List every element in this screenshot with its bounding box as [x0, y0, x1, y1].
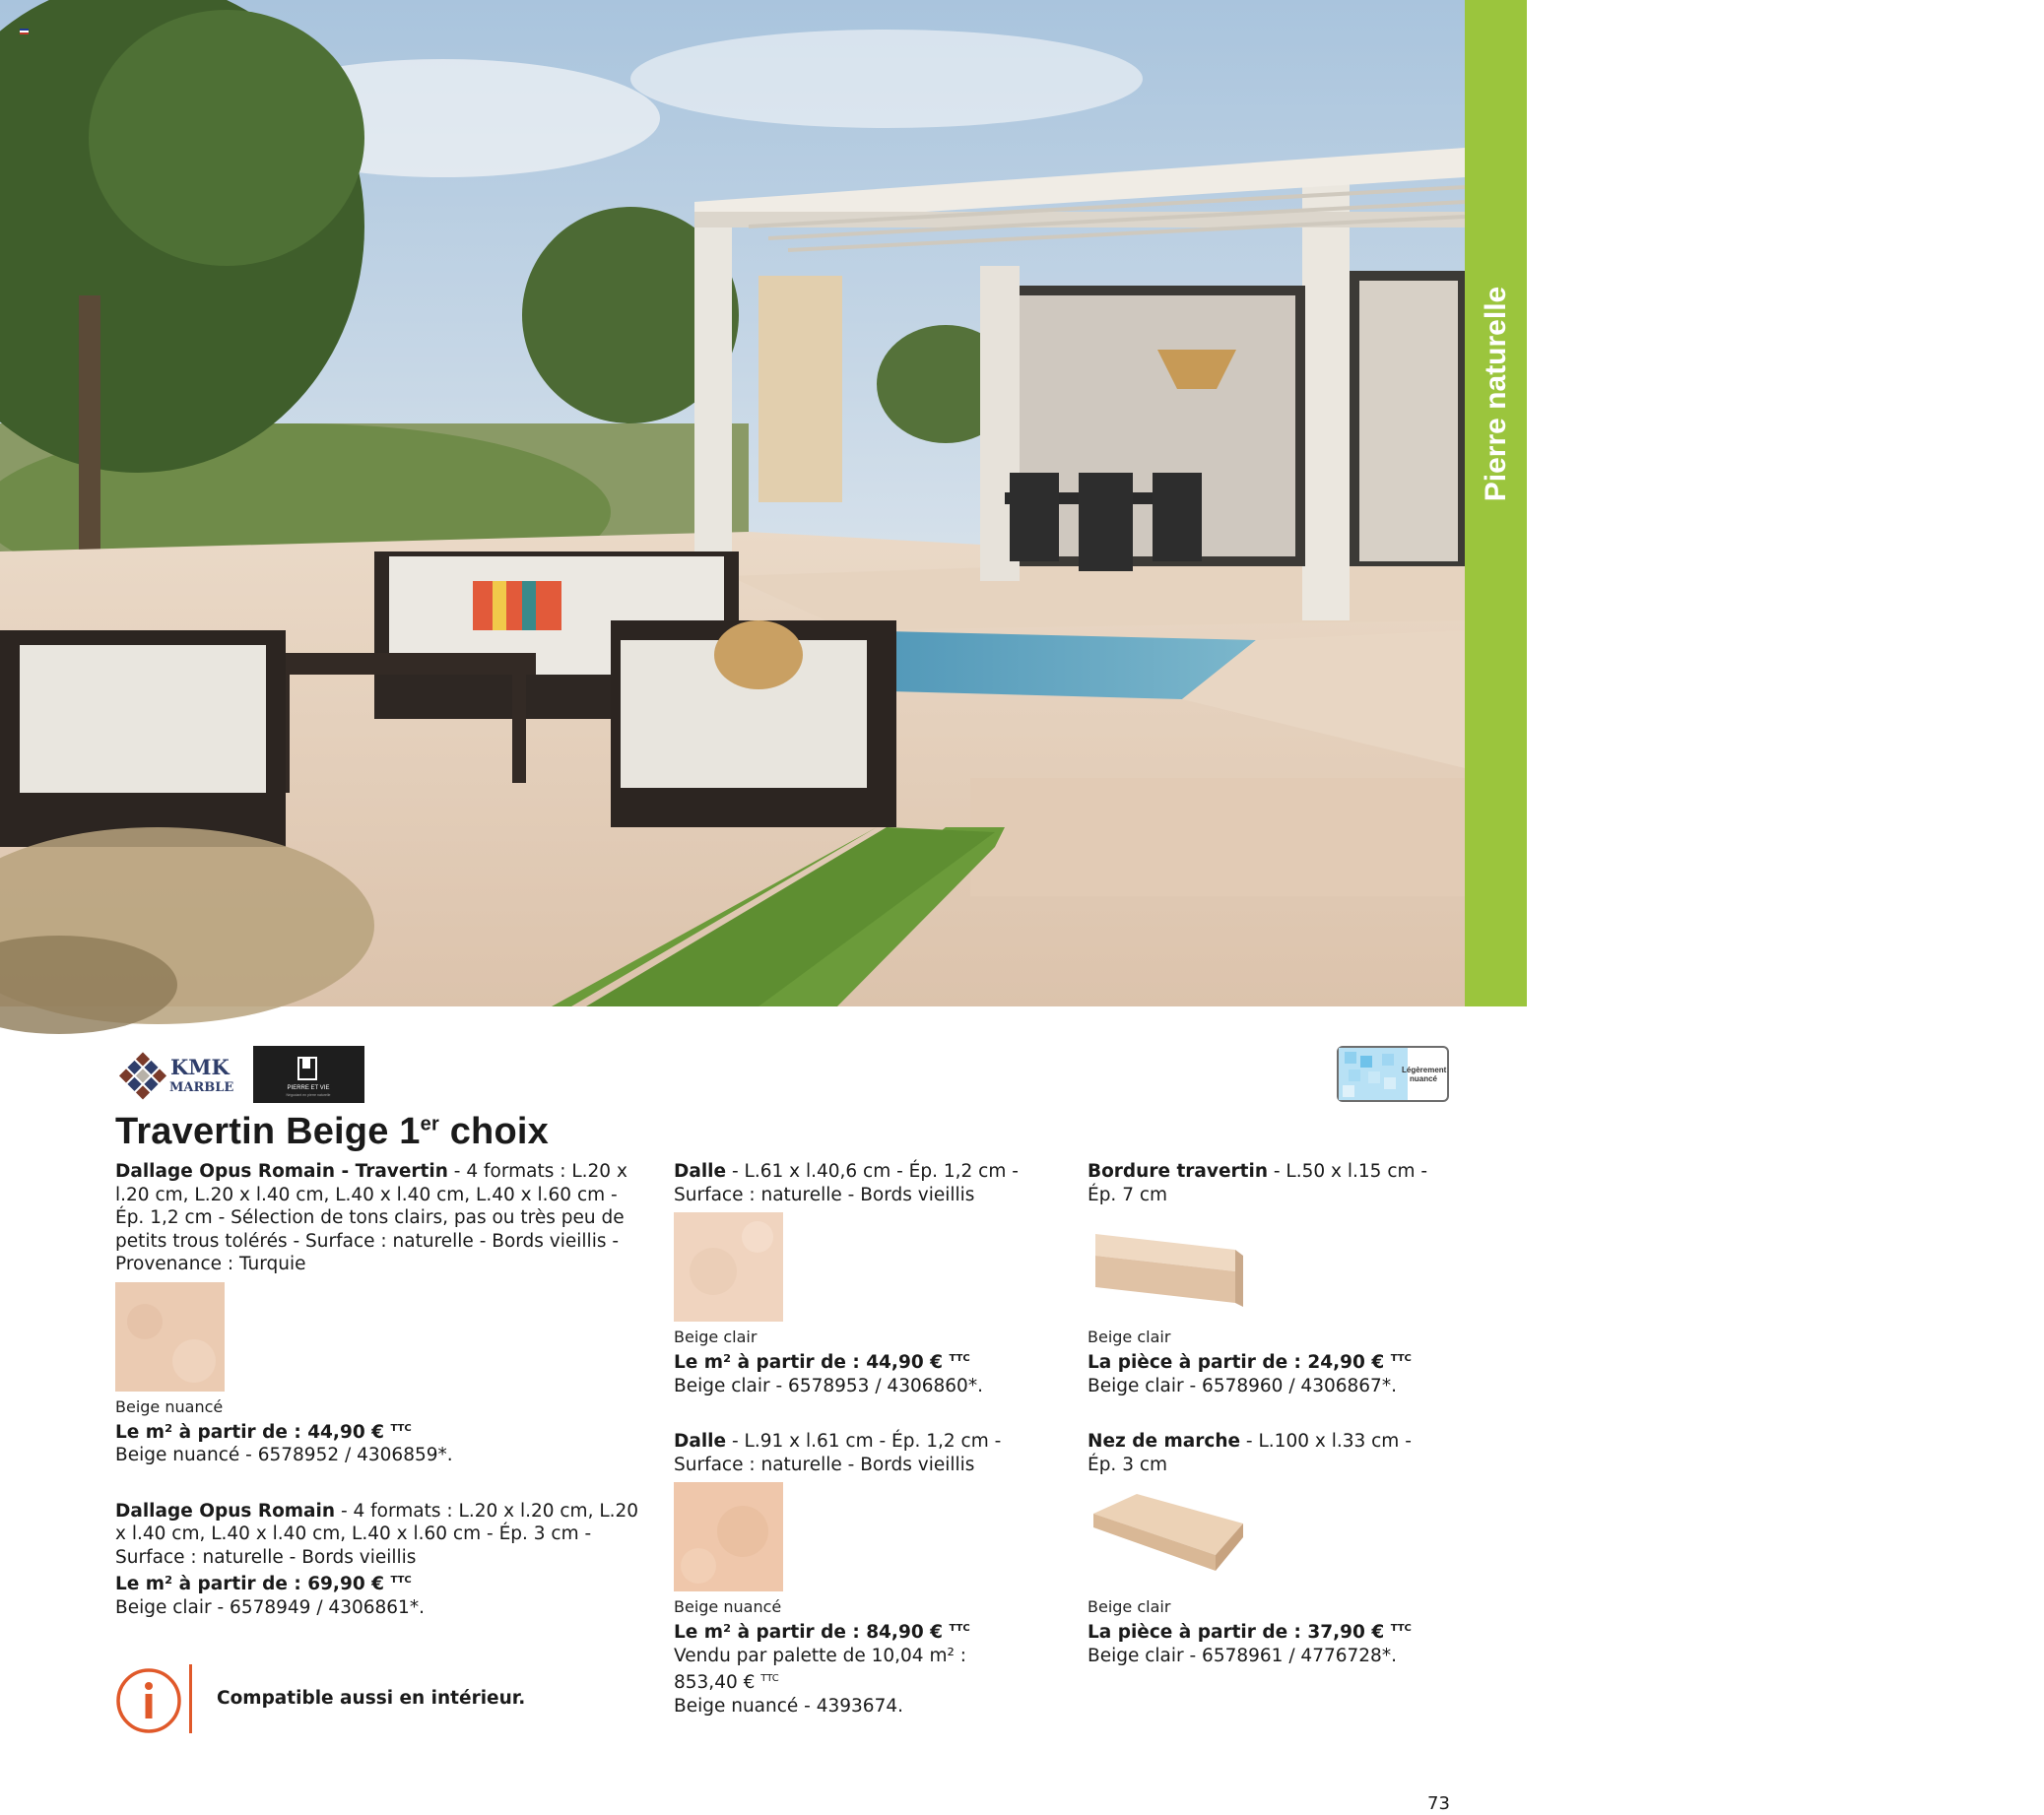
title-sup: er: [420, 1113, 439, 1135]
title-tail: choix: [438, 1111, 549, 1152]
info-icon: [115, 1667, 182, 1734]
product-desc: [115, 1500, 647, 1570]
price-line: [674, 1617, 1019, 1645]
ttc-label: TTC: [1390, 1623, 1412, 1635]
terrace-scene-illustration: [0, 0, 1465, 1006]
product-name: Bordure travertin: [1088, 1161, 1268, 1182]
swatch-caption: Beige nuancé: [115, 1396, 224, 1416]
side-section-name: Pierre naturelle: [1479, 286, 1512, 502]
product-reference: Beige clair - 6578953 / 4306860*.: [674, 1375, 983, 1396]
badge-line2: nuancé: [1409, 1074, 1437, 1083]
product-column-1: [115, 1160, 647, 1619]
product-column-2: [674, 1160, 1019, 1718]
ttc-label: TTC: [949, 1353, 970, 1364]
price-line: [1088, 1617, 1432, 1645]
swatch-image: [674, 1482, 783, 1591]
product-desc: [1088, 1430, 1432, 1476]
product-specs: - L.50 x l.15 cm - Ép. 7 cm: [1088, 1161, 1428, 1205]
shade-variation-badge: [1337, 1046, 1449, 1102]
page-title: [115, 1111, 549, 1153]
price-text: Le m² à partir de : 44,90 €: [115, 1421, 385, 1443]
border-stone-image: [1088, 1212, 1245, 1322]
price-line: [1088, 1347, 1432, 1375]
stair-nosing-image: [1088, 1482, 1245, 1591]
price-text: Le m² à partir de : 44,90 €: [674, 1352, 944, 1374]
product-specs: - L.91 x l.61 cm - Ép. 1,2 cm - Surface : naturelle - Bords vieillis: [674, 1431, 1002, 1475]
flag-icon: [20, 20, 29, 26]
price-text: La pièce à partir de : 24,90 €: [1088, 1352, 1385, 1374]
ttc-label: TTC: [390, 1422, 412, 1434]
product-specs: - 4 formats : L.20 x l.20 cm, L.20 x l.40 cm, L.40 x l.40 cm, L.40 x l.60 cm - Ép. 1,2 cm - Sélection de tons clairs, pas ou très peu de petits trous tolérés - Surface : naturelle - Bords vieillis - Provenance : Turquie: [115, 1161, 627, 1274]
swatch-caption: Beige clair: [1088, 1328, 1171, 1346]
title-main: Travertin Beige 1: [115, 1111, 421, 1152]
side-breadcrumb: Terrasse et sol extérieur >: [1702, 378, 2044, 411]
product-name: Nez de marche: [1088, 1431, 1241, 1453]
ttc-label: TTC: [1390, 1353, 1412, 1364]
product-reference: Beige clair - 6578960 / 4306867*.: [1088, 1375, 1397, 1396]
pv-tagline: Négociant en pierre naturelle: [286, 1093, 331, 1097]
product-specs: - 4 formats : L.20 x l.20 cm, L.20 x l.40 cm, L.40 x l.40 cm, L.40 x l.60 cm - Ép. 3 cm - Surface : naturelle - Bords vieillis: [115, 1500, 639, 1568]
price-line: [115, 1569, 647, 1596]
kmk-marble-logo: [115, 1047, 243, 1102]
section-side-tab-label: [1465, 0, 2044, 1006]
product-desc: [1088, 1160, 1432, 1206]
swatch-caption: Beige clair: [674, 1328, 758, 1346]
hero-photo: [0, 0, 1465, 1006]
pierre-et-vie-logo: [253, 1046, 364, 1103]
pallet-text: Vendu par palette de 10,04 m² : 853,40 €: [674, 1645, 967, 1694]
product-desc: [674, 1160, 1019, 1206]
pallet-info: [674, 1645, 1019, 1695]
price-text: La pièce à partir de : 37,90 €: [1088, 1622, 1385, 1644]
ttc-label: TTC: [760, 1673, 779, 1685]
product-desc: [674, 1430, 1019, 1476]
swatch-image: [115, 1282, 225, 1392]
product-name: Dalle: [674, 1161, 727, 1182]
product-reference: Beige clair - 6578949 / 4306861*.: [115, 1596, 425, 1618]
marble-text: MARBLE: [169, 1080, 234, 1095]
product-reference: Beige nuancé - 6578952 / 4306859*.: [115, 1445, 453, 1466]
product-desc: [115, 1160, 647, 1276]
product-reference: Beige clair - 6578961 / 4776728*.: [1088, 1645, 1397, 1666]
product-reference: Beige nuancé - 4393674.: [674, 1695, 903, 1717]
swatch-caption: Beige nuancé: [674, 1597, 782, 1617]
info-note: Compatible aussi en intérieur.: [217, 1688, 526, 1709]
pv-name: PIERRE ET VIE: [287, 1085, 330, 1091]
price-line: [115, 1417, 647, 1445]
product-name: Dalle: [674, 1431, 727, 1453]
swatch-caption: Beige clair: [1088, 1597, 1171, 1617]
info-divider: [189, 1664, 192, 1733]
kmk-text: KMK: [170, 1055, 230, 1079]
product-specs: - L.61 x l.40,6 cm - Ép. 1,2 cm - Surface : naturelle - Bords vieillis: [674, 1161, 1019, 1205]
page-number: 73: [1427, 1793, 1450, 1814]
ttc-label: TTC: [949, 1623, 970, 1635]
badge-line1: Légèrement: [1402, 1066, 1447, 1074]
price-text: Le m² à partir de : 69,90 €: [115, 1574, 385, 1595]
product-specs: - L.100 x l.33 cm - Ép. 3 cm: [1088, 1431, 1412, 1475]
swatch-image: [674, 1212, 783, 1322]
product-name: Dallage Opus Romain: [115, 1500, 336, 1522]
price-text: Le m² à partir de : 84,90 €: [674, 1622, 944, 1644]
product-column-3: [1088, 1160, 1432, 1667]
product-name: Dallage Opus Romain - Travertin: [115, 1161, 448, 1182]
ttc-label: TTC: [390, 1575, 412, 1587]
price-line: [674, 1347, 1019, 1375]
